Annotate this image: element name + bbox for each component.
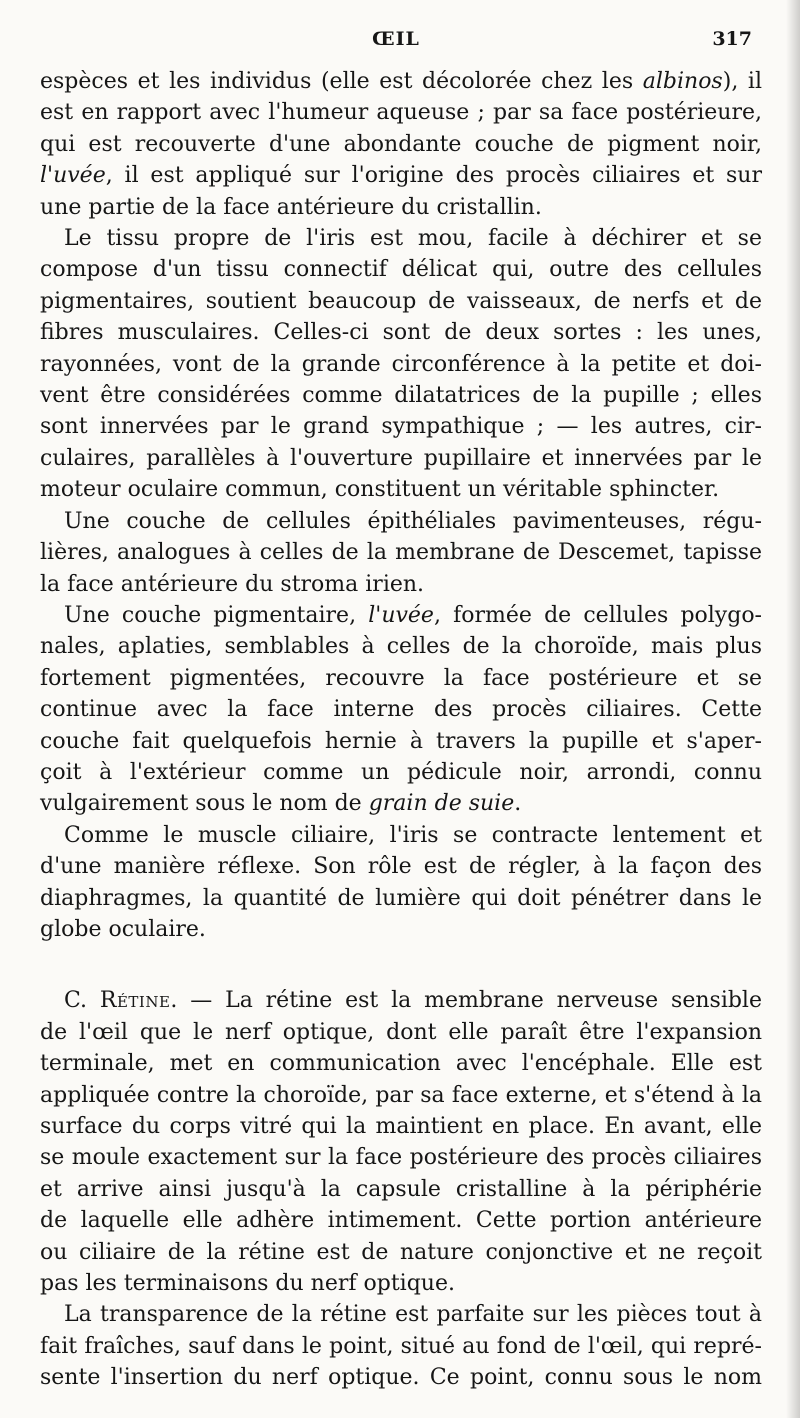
text-span: , formée de cellules polygo- <box>433 602 762 628</box>
text-span: espèces et les individus (elle est décolorée chez les <box>40 69 643 94</box>
text-line: çoit à l'extérieur comme un pédicule noir, arrondi, connu <box>40 759 762 785</box>
text-line: se moule exactement sur la face postérieure des procès ciliaires <box>40 1145 762 1171</box>
text-line: ou ciliaire de la rétine est de nature conjonctive et ne reçoit <box>40 1239 762 1265</box>
text-line: Une couche de cellules épithéliales pavimenteuses, régu- <box>64 508 762 534</box>
page-edge-shadow <box>786 0 800 1418</box>
text-span: ), il <box>722 69 762 94</box>
section-gap <box>40 945 762 985</box>
text-line: et arrive ainsi jusqu'à la capsule cristalline à la périphérie <box>40 1176 762 1202</box>
italic-term: l'uvée <box>368 602 434 628</box>
text-line: de l'œil que le nerf optique, dont elle paraît être l'expansion <box>40 1019 762 1045</box>
text-line: la face antérieure du stroma irien. <box>40 571 425 597</box>
italic-term: grain de suie <box>368 791 515 817</box>
text-line: continue avec la face interne des procès ciliaires. Cette <box>40 697 762 723</box>
text-line: compose d'un tissu connectif délicat qui, outre des cellules <box>40 257 762 283</box>
text-line: sente l'insertion du nerf optique. Ce point, connu sous le nom <box>40 1365 762 1391</box>
text-line: d'une manière réflexe. Son rôle est de régler, à la façon des <box>40 854 762 880</box>
text-line: pas les terminaisons du nerf optique. <box>40 1271 455 1297</box>
paragraph-epithelial-layer <box>40 506 762 600</box>
text-line: moteur oculaire commun, constituent un véritable sphincter. <box>40 477 720 503</box>
text-line <box>40 66 762 97</box>
body-text <box>40 66 762 1394</box>
text-span: vulgairement sous le nom de <box>40 791 369 817</box>
text-line: diaphragmes, la quantité de lumière qui doit pénétrer dans le <box>40 885 762 911</box>
text-line: surface du corps vitré qui la maintient en place. En avant, elle <box>40 1114 762 1139</box>
running-header <box>40 28 752 58</box>
text-line: culaires, parallèles à l'ouverture pupillaire et innervées par le <box>40 445 762 471</box>
section-heading: Rétine <box>99 988 171 1014</box>
italic-term: albinos <box>642 69 723 94</box>
text-span: , il est appliqué sur l'origine des procès ciliaires et sur <box>105 163 762 189</box>
text-line <box>40 160 762 191</box>
paragraph-iris-continued <box>40 66 762 223</box>
text-line: est en rapport avec l'humeur aqueuse ; par sa face postérieure, <box>40 100 762 126</box>
text-line: La transparence de la rétine est parfaite sur les pièces tout à <box>64 1302 762 1328</box>
text-line: vent être considérées comme dilatatrices de la pupille ; elles <box>40 383 762 409</box>
text-line: pigmentaires, soutient beaucoup de vaisseaux, de nerfs et de <box>40 288 762 314</box>
italic-term: l'uvée <box>40 163 106 189</box>
text-span: Une couche pigmentaire, <box>64 602 369 628</box>
running-title: ŒIL <box>372 28 420 50</box>
paragraph-iris-tissue <box>40 223 762 506</box>
text-line: terminale, met en communication avec l'encéphale. Elle est <box>40 1051 762 1077</box>
text-line: fortement pigmentées, recouvre la face postérieure et se <box>40 665 762 691</box>
text-line <box>40 985 762 1016</box>
section-label: C. <box>64 988 100 1014</box>
text-line: sont innervées par le grand sympathique ; — les autres, cir- <box>40 414 762 440</box>
paragraph-retina-section <box>40 985 762 1299</box>
text-line <box>40 600 762 631</box>
text-line: une partie de la face antérieure du cristallin. <box>40 194 542 220</box>
page-number: 317 <box>712 28 752 50</box>
text-line: couche fait quelquefois hernie à travers la pupille et s'aper- <box>40 728 762 754</box>
paragraph-iris-function <box>40 820 762 946</box>
text-line: rayonnées, vont de la grande circonférence à la petite et doi- <box>40 351 762 377</box>
text-span: . <box>514 791 522 817</box>
text-line: appliquée contre la choroïde, par sa face externe, et s'étend à la <box>40 1082 762 1108</box>
text-line: Le tissu propre de l'iris est mou, facile à déchirer et se <box>64 226 762 252</box>
text-line: fait fraîches, sauf dans le point, situé au fond de l'œil, qui repré- <box>40 1333 762 1359</box>
text-line: fibres musculaires. Celles-ci sont de deux sortes : les unes, <box>40 320 762 346</box>
text-line: nales, aplaties, semblables à celles de la choroïde, mais plus <box>40 634 762 660</box>
text-line: de laquelle elle adhère intimement. Cette portion antérieure <box>40 1208 762 1234</box>
text-line <box>40 788 762 819</box>
text-line: lières, analogues à celles de la membrane de Descemet, tapisse <box>40 540 762 566</box>
paragraph-pigment-layer <box>40 600 762 820</box>
text-line: Comme le muscle ciliaire, l'iris se contracte lentement et <box>64 822 762 848</box>
text-span: . — La rétine est la membrane nerveuse sensible <box>170 988 762 1014</box>
paragraph-retina-transparency <box>40 1299 762 1393</box>
text-line: globe oculaire. <box>40 916 206 942</box>
text-line: qui est recouverte d'une abondante couche de pigment noir, <box>40 131 762 157</box>
